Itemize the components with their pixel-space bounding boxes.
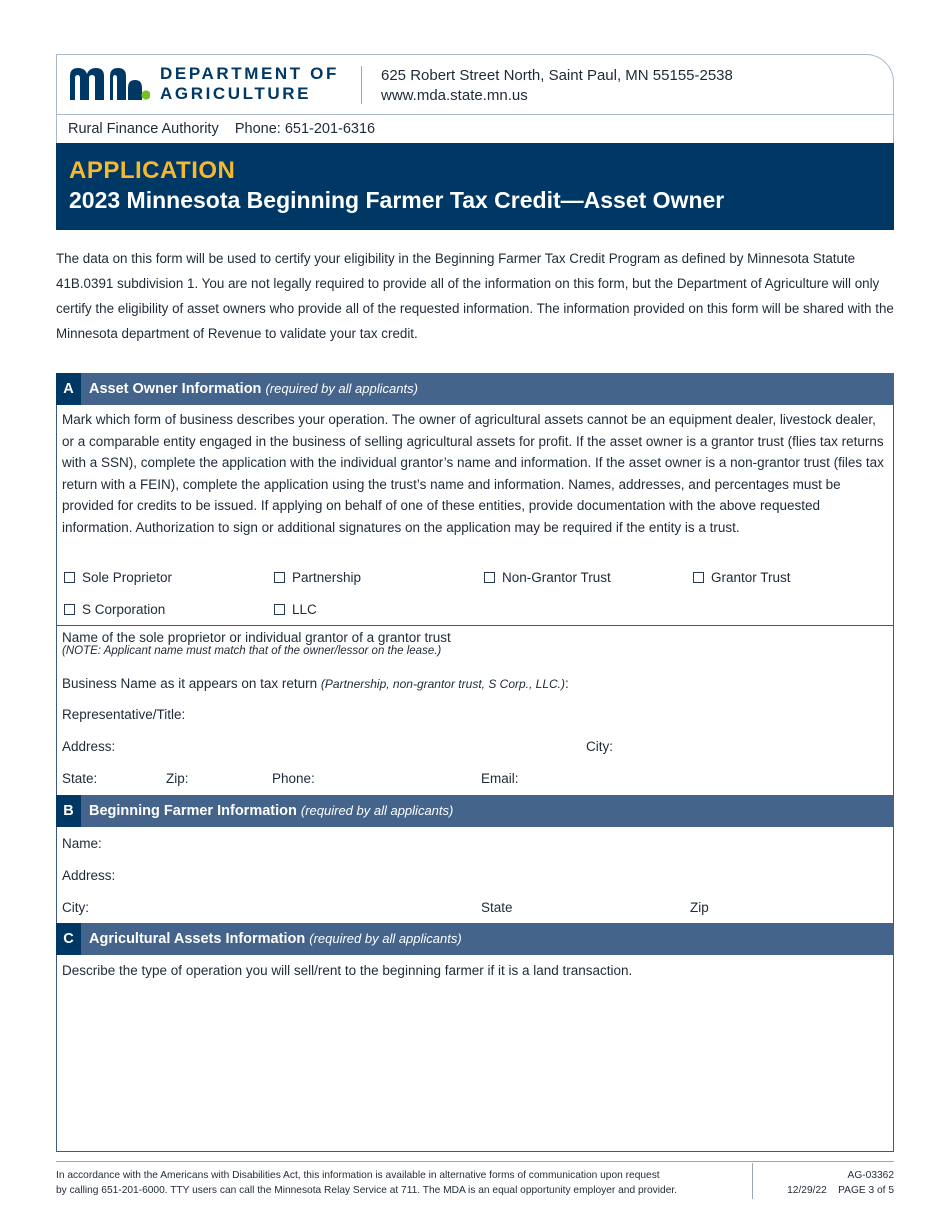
farmer-address-field[interactable]: Address: [62, 868, 116, 883]
owner-zip-field[interactable]: Zip: [166, 771, 189, 786]
section-c-title-text: Agricultural Assets Information [89, 931, 306, 947]
form-meta [760, 1168, 894, 1198]
form-number: AG-03362 [847, 1170, 894, 1181]
section-a-qualifier: (required by all applicants) [265, 381, 418, 396]
checkbox-box[interactable] [484, 572, 495, 583]
checkbox-sole-proprietor[interactable] [64, 570, 172, 585]
owner-state-field[interactable]: State: [62, 771, 98, 786]
banner-kicker: APPLICATION [69, 157, 236, 184]
owner-name-label: Name of the sole proprietor or individual grantor of a grantor trust [62, 630, 451, 645]
ada-line-1: In accordance with the Americans with Disabilities Act, this information is available in alternative forms of communication upon request [56, 1170, 660, 1181]
section-a-divider [56, 625, 894, 626]
section-c-title [89, 923, 462, 955]
checkbox-label: Grantor Trust [711, 570, 791, 585]
owner-phone-field[interactable]: Phone: [272, 771, 315, 786]
section-b-title-text: Beginning Farmer Information [89, 803, 297, 819]
owner-city-field[interactable]: City: [586, 739, 613, 754]
representative-field[interactable]: Representative/Title: [62, 707, 186, 722]
contact-block [381, 66, 733, 106]
footer-rule [56, 1161, 894, 1162]
checkbox-box[interactable] [64, 572, 75, 583]
page-title: 2023 Minnesota Beginning Farmer Tax Credit—Asset Owner [69, 187, 725, 213]
checkbox-llc[interactable] [274, 602, 317, 617]
subheader-text: Rural Finance Authority Phone: 651-201-6316 [68, 121, 376, 137]
section-a-title-text: Asset Owner Information [89, 381, 262, 397]
section-a-title [89, 373, 418, 405]
checkbox-box[interactable] [274, 572, 285, 583]
street-address: 625 Robert Street North, Saint Paul, MN 55155-2538 [381, 67, 733, 84]
checkbox-s-corporation[interactable] [64, 602, 165, 617]
business-name-note: (Partnership, non-grantor trust, S Corp., LLC.) [320, 677, 566, 691]
owner-name-note: (NOTE: Applicant name must match that of the owner/lessor on the lease.) [62, 645, 442, 657]
footer-divider [752, 1163, 753, 1199]
owner-email-field[interactable]: Email: [481, 771, 519, 786]
section-b-header [56, 795, 894, 827]
checkbox-box[interactable] [274, 604, 285, 615]
checkbox-grantor-trust[interactable] [693, 570, 791, 585]
section-a-letter: A [56, 373, 81, 405]
checkbox-label: Partnership [292, 570, 362, 585]
section-b-letter: B [56, 795, 81, 827]
farmer-state-field[interactable]: State [481, 900, 513, 915]
dept-line-1: DEPARTMENT OF [160, 64, 339, 83]
checkbox-partnership[interactable] [274, 570, 361, 585]
section-b-qualifier: (required by all applicants) [300, 803, 454, 818]
checkbox-box[interactable] [693, 572, 704, 583]
dept-line-2: AGRICULTURE [160, 84, 312, 103]
farmer-zip-field[interactable]: Zip [690, 900, 709, 915]
header-divider [361, 66, 362, 104]
section-c-header [56, 923, 894, 955]
intro-paragraph: The data on this form will be used to certify your eligibility in the Beginning Farmer Tax Credit Program as defined by Minnesota Statute 41B.0391 subdivision 1. You are not legally required to provide all of the information on this form, but the Department of Agriculture will only certify the eligibility of asset owners who provide all of the requested information. The information provided on this form will be shared with the Minnesota department of Revenue to validate your tax credit. [56, 251, 894, 341]
section-c-letter: C [56, 923, 81, 955]
website-link[interactable]: www.mda.state.mn.us [381, 87, 528, 104]
operation-description-area[interactable] [58, 985, 892, 1149]
checkbox-label: Sole Proprietor [82, 570, 173, 585]
business-name-field[interactable]: Business Name as it appears on tax return (Partnership, non-grantor trust, S Corp., LLC.): [62, 676, 569, 691]
business-name-label: Business Name as it appears on tax return [62, 676, 318, 691]
section-c-qualifier: (required by all applicants) [309, 931, 462, 946]
ada-line-2: by calling 651-201-6000. TTY users can call the Minnesota Relay Service at 711. The MDA is an equal opportunity employer and provider. [56, 1185, 678, 1196]
checkbox-label: S Corporation [82, 602, 166, 617]
section-a-header [56, 373, 894, 405]
farmer-city-field[interactable]: City: [62, 900, 89, 915]
ada-statement [56, 1168, 677, 1198]
date-page: 12/29/22 PAGE 3 of 5 [787, 1185, 894, 1196]
checkbox-box[interactable] [64, 604, 75, 615]
department-name [160, 64, 339, 104]
owner-address-field[interactable]: Address: [62, 739, 116, 754]
checkbox-label: Non-Grantor Trust [502, 570, 611, 585]
checkbox-label: LLC [292, 602, 317, 617]
owner-name-field[interactable] [62, 630, 451, 657]
operation-description-prompt: Describe the type of operation you will sell/rent to the beginning farmer if it is a land transaction. [62, 963, 633, 978]
section-a-instructions: Mark which form of business describes your operation. The owner of agricultural assets cannot be an equipment dealer, livestock dealer, or a comparable entity engaged in the business of selling agricultural assets for profit. If the asset owner is a grantor trust (flies tax returns with a SSN), complete the application with the individual grantor’s name and information. If the asset owner is a non-grantor trust (files tax return with a FEIN), complete the application using the trust’s name and information. Names, addresses, and percentages must be provided for credits to be issued. If applying on behalf of one of these entities, provide documentation with the above requested information. Authorization to sign or additional signatures on the application may be required if the entity is a trust. [62, 412, 884, 535]
section-b-title [89, 795, 453, 827]
checkbox-non-grantor-trust[interactable] [484, 570, 611, 585]
farmer-name-field[interactable]: Name: [62, 836, 102, 851]
mn-logo-icon [68, 66, 150, 100]
